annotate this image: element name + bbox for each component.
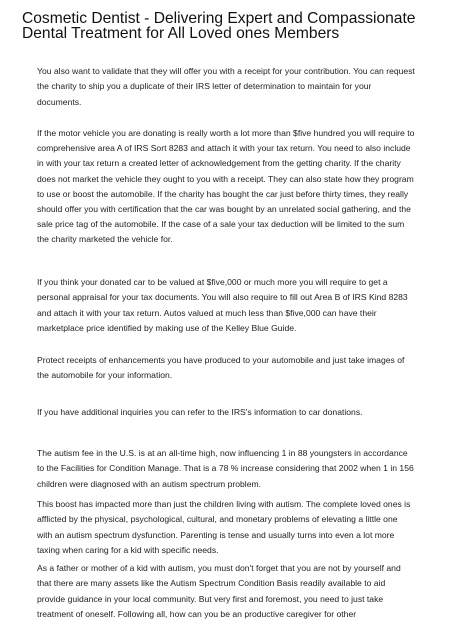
paragraph-irs-info: If you have additional inquiries you can refer to the IRS's information to car donations. bbox=[37, 407, 363, 417]
paragraph-receipt: You also want to validate that they will offer you with a receipt for your contribution. You can request the charity to ship you a duplicate of their IRS letter of determination to maintain for your documents. bbox=[37, 66, 415, 107]
paragraph-autism-rate: The autism fee in the U.S. is at an all-time high, now influencing 1 in 88 youngsters in accordance to the Facilities for Condition Manage. That is a 78 % increase considering that 2002 when 1 in 156 children were diagnosed with an autism spectrum problem. bbox=[37, 448, 414, 489]
paragraph-form-8283: If the motor vehicle you are donating is really worth a lot more than $five hundred you will require to comprehensive area A of IRS Sort 8283 and attach it with your tax return. You need to also include in with your tax return a created letter of acknowledgement from the getting charity. If the charity does not market the vehicle they ought to you with a receipt. They can also state how they program to use or boost the automobile. If the charity has bought the car just before thirty times, they really should offer you with certification that the car was bought by an unrelated social gathering, and the sale price tag of the automobile. If the case of a sale your tax deduction will be limited to the sum the charity marketed the vehicle for. bbox=[37, 128, 415, 245]
paragraph-parent-care: As a father or mother of a kid with autism, you must don't forget that you are not by yourself and that there are many assets like the Autism Spectrum Condition Basis readily available to aid provide guidance in your local community. But very first and foremost, you need to just take treatment of oneself. Following all, how can you be an productive caregiver for other bbox=[37, 563, 401, 620]
document-title: Cosmetic Dentist - Delivering Expert and Compassionate Dental Treatment for All Loved ones Members bbox=[22, 10, 416, 42]
paragraph-family-impact: This boost has impacted more than just the children living with autism. The complete loved ones is afflicted by the physical, psychological, cultural, and monetary problems of elevating a little one with an autism spectrum dysfunction. Parenting is tense and usually turns into even a lot more taxing when caring for a kid with specific needs. bbox=[37, 499, 411, 556]
paragraph-appraisal: If you think your donated car to be valued at $five,000 or much more you will require to get a personal appraisal for your tax documents. You will also require to fill out Area B of IRS Kind 8283 and attach it with your tax return. Autos valued at much less than $five,000 can have their marketplace price identified by making use of the Kelley Blue Guide. bbox=[37, 277, 408, 334]
paragraph-protect-receipts: Protect receipts of enhancements you have produced to your automobile and just take images of the automobile for your information. bbox=[37, 355, 405, 381]
